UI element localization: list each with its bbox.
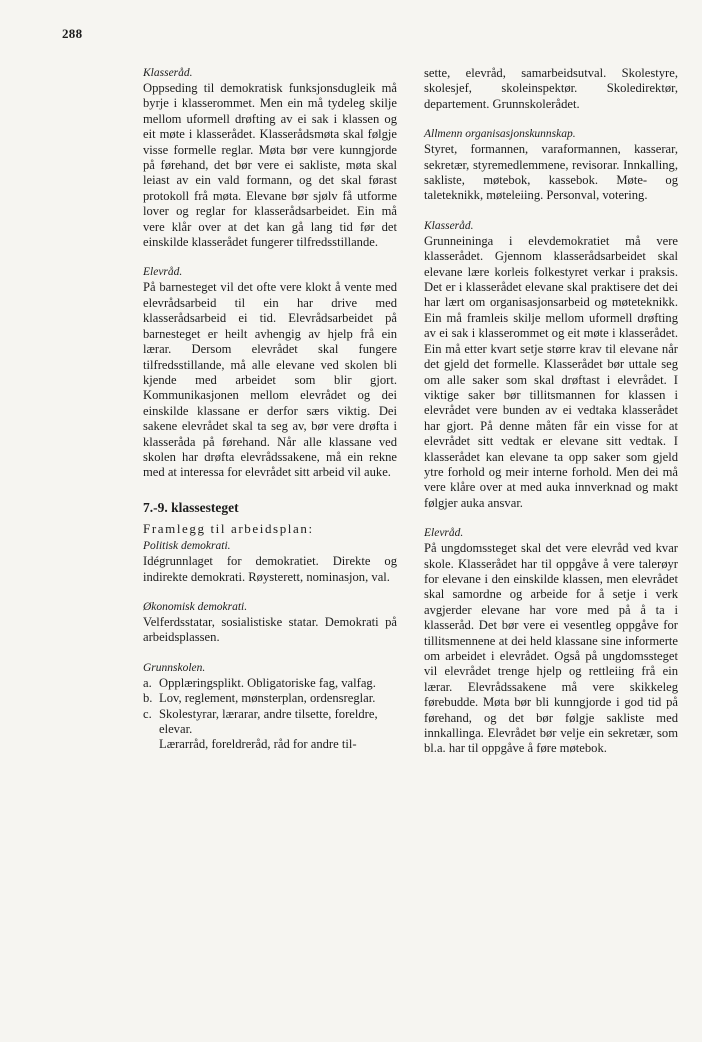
section-elevrad-ungdom — [424, 526, 678, 757]
section-paragraph: På barnesteget vil det ofte vere klokt å vente med elevrådsarbeid til ein har drive med klasserådsarbeid ei tid. Elevrådsarbeidet på barnesteget er heilt avhengig av hjelp frå ein lærar. Dersom elevrådet skal fungere tilfredsstillande, må alle elevane ved skolen bli kjende med arbeidet som blir gjort. Kommunikasjonen mellom elevrådet og dei einskilde klassane er derfor særs viktig. Dei sakene elevrådet skal ta seg av, bør vere drøfta i klasseråda på førehand. Når alle klassane ved skolen har drøfta elevrådssakene, må ein rekne med at interessa for elevrådet sitt arbeid vil auke. — [143, 280, 397, 480]
section-heading: Elevråd. — [424, 527, 464, 540]
grunnskolen-list — [143, 676, 397, 753]
section-allmenn-organisasjonskunnskap — [424, 127, 678, 204]
section-politisk-demokrati — [143, 539, 397, 585]
section-okonomisk-demokrati — [143, 600, 397, 646]
section-grunnskolen — [143, 661, 397, 753]
plan-heading: Framlegg til arbeidsplan: — [143, 520, 314, 536]
section-heading: Politisk demokrati. — [143, 540, 231, 553]
list-marker: c. — [143, 706, 152, 721]
list-item-text: Opplæringsplikt. Obligatoriske fag, valfag. — [159, 675, 376, 690]
left-column — [143, 66, 397, 768]
list-item — [143, 707, 397, 753]
page-number: 288 — [62, 26, 83, 41]
section-heading: Klasseråd. — [143, 67, 193, 79]
section-paragraph: Oppseding til demokratisk funksjonsdugleik må byrje i klasserommet. Men ein må tydeleg skilje mellom uformell drøfting av ei sak i klassen og eit møte i klasserådet. Klasserådsmøta skal følgje visse formelle reglar. Møta bør vere kunngjorde på førehand, det bør vere ei sakliste, møta skal leiast av ein vald formann, og det skal førast protokoll frå møta. Elevane bør sjølv få utforme lover og reglar for klasserådsarbeidet. Ein må vere klår over at det kan gå lang tid før det einskilde klasserådet fungerer tilfredsstillande. — [143, 81, 397, 250]
section-paragraph: sette, elevråd, samarbeidsutval. Skolestyre, skolesjef, skoleinspektør. Skoledirektør, departement. Grunnskolerådet. — [424, 66, 678, 111]
section-klasserad — [143, 66, 397, 250]
section-paragraph: Velferdsstatar, sosialistiske statar. Demokrati på arbeidsplassen. — [143, 614, 397, 645]
section-klasserad-ungdom — [424, 219, 678, 511]
list-item-text: Skolestyrar, lærarar, andre tilsette, foreldre, elevar. — [159, 706, 378, 736]
list-marker: a. — [143, 675, 152, 690]
section-continuation — [424, 66, 678, 112]
chapter-title: 7.-9. klassesteget — [143, 499, 239, 515]
section-paragraph: Styret, formannen, varaformannen, kasserar, sekretær, styremedlemmene, revisorar. Innkalling, sakliste, møtebok, kassebok. Møte- og taleteknikk, møteleiing. Personval, votering. — [424, 142, 678, 203]
section-heading: Elevråd. — [143, 266, 183, 279]
section-paragraph: Idégrunnlaget for demokratiet. Direkte og indirekte demokrati. Røysterett, nominasjon, val. — [143, 554, 397, 584]
list-item-text: Lov, reglement, mønsterplan, ordensreglar. — [159, 691, 376, 706]
list-item — [143, 691, 397, 706]
section-heading: Allmenn organisasjonskunnskap. — [424, 128, 576, 141]
section-paragraph: På ungdomssteget skal det vere elevråd ved kvar skole. Klasserådet har til oppgåve å vere talerøyr for elevane i den einskilde klassen, men elevrådet skal samordne og arbeide for å setje i verk avgjerder elevane har vore med på å ta i klasseråd. Det bør vere ei vesentleg oppgåve for tillitsmennene at dei held klassane sine informerte om arbeidet i elevrådet. Også på ungdomssteget vil elevrådet trenge hjelp og rettleiing frå ein lærar. Elevrådssakene må vere skikkeleg førebudde. Møta bør bli kunngjorde i god tid på førehand, og det bør følgje sakliste med innkallinga. Elevrådet bør velje ein sekretær, som bl.a. har til oppgåve å føre møtebok. — [424, 541, 678, 756]
section-paragraph: Grunneininga i elevdemokratiet må vere klasserådet. Gjennom klasserådsarbeidet skal elevane lære korleis folkestyret verkar i praksis. Det er i klasserådet elevane skal praktisere det dei har lært om organisasjonsarbeid og møteteknikk. Ein må framleis skilje mellom uformell drøfting av ei sak i klasserommet og eit møte i klasserådet. Ein må etter kvart setje større krav til elevane når det gjeld det formelle. Klasserådet bør uttale seg om alle saker som skal drøftast i elevrådet. I viktige saker bør tillitsmannen for klassen i elevrådet vere bunden av ei vedtaka klasserådet har gjort. På denne måten får ein visse for at elevrådet sitt vedtak er elevane sitt vedtak. I klasserådet kan elevane ta opp saker som gjeld ytre forhold og meir interne forhold. Men dei må vere klåre over at med auka innverknad og makt følgjer auka ansvar. — [424, 233, 678, 510]
list-marker: b. — [143, 691, 153, 706]
section-heading: Økonomisk demokrati. — [143, 600, 248, 613]
section-elevrad — [143, 265, 397, 480]
section-heading: Grunnskolen. — [143, 661, 206, 674]
list-item — [143, 676, 397, 691]
list-item-continuation: Lærarråd, foreldreråd, råd for andre til- — [159, 737, 357, 752]
right-column — [424, 66, 678, 772]
section-heading: Klasseråd. — [424, 219, 474, 232]
